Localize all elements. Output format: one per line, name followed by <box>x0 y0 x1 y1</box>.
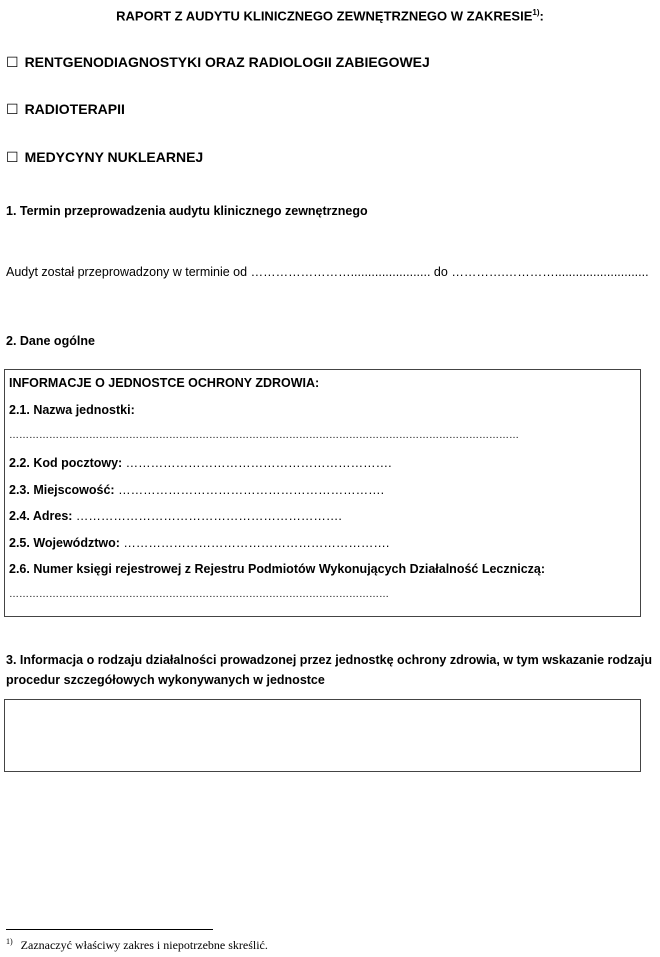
unit-name-field[interactable]: ……………………………………………………………………………………………………………………………………… <box>9 430 519 441</box>
checkbox-icon[interactable]: ☐ <box>6 54 19 70</box>
voivodeship-field[interactable]: ………………………………………………………. <box>119 536 390 550</box>
checkbox-icon[interactable]: ☐ <box>6 101 19 117</box>
activity-description-field[interactable] <box>4 699 641 772</box>
scope-label: MEDYCYNY NUKLEARNEJ <box>24 149 204 165</box>
footnote-divider <box>6 929 213 930</box>
section-2-heading: 2. Dane ogólne <box>6 334 95 348</box>
section-3-heading: 3. Informacja o rodzaju działalności prowadzonej przez jednostkę ochrony zdrowia, w tym wskazanie rodzaju procedur szczegółowych wykonywanych w jednostce <box>6 653 652 687</box>
scope-label: RADIOTERAPII <box>24 101 125 117</box>
scope-label: RENTGENODIAGNOSTYKI ORAZ RADIOLOGII ZABIEGOWEJ <box>24 54 430 70</box>
address-row: 2.4. Adres: ………………………………………………………. <box>9 509 342 523</box>
scope-option-nuclear-medicine[interactable] <box>6 149 203 166</box>
postal-code-row: 2.2. Kod pocztowy: ………………………………………………………. <box>9 456 392 470</box>
city-field[interactable]: ………………………………………………………. <box>114 483 385 497</box>
register-number-field[interactable]: …………………………………………………………………………………………………… <box>9 589 389 600</box>
scope-option-radiotherapy[interactable] <box>6 101 125 118</box>
section-1-heading: 1. Termin przeprowadzenia audytu klinicznego zewnętrznego <box>6 204 368 218</box>
footnote: $^{1)}$ Zaznaczyć właściwy zakres i niepotrzebne skreślić. <box>6 937 268 952</box>
register-number-label: 2.6. Numer księgi rejestrowej z Rejestru Podmiotów Wykonujących Działalność Leczniczą: <box>9 562 546 576</box>
voivodeship-row: 2.5. Województwo: ………………………………………………………. <box>9 536 390 550</box>
city-row: 2.3. Miejscowość: ………………………………………………………. <box>9 483 385 497</box>
scope-option-radiology[interactable] <box>6 54 430 71</box>
date-to-field[interactable]: ………….…………........................... <box>451 265 649 279</box>
postal-code-field[interactable]: ………………………………………………………. <box>122 456 392 470</box>
checkbox-icon[interactable]: ☐ <box>6 149 19 165</box>
report-title: RAPORT Z AUDYTU KLINICZNEGO ZEWNĘTRZNEGO W ZAKRESIE$^{1)}$: <box>116 8 544 24</box>
footnote-ref: 1) <box>532 8 540 17</box>
address-field[interactable]: ………………………………………………………. <box>72 509 342 523</box>
unit-name-label: 2.1. Nazwa jednostki: <box>9 403 135 417</box>
date-from-field[interactable]: ……………………....................... <box>250 265 431 279</box>
info-box-heading: INFORMACJE O JEDNOSTCE OCHRONY ZDROWIA: <box>9 376 320 390</box>
audit-date-line: Audyt został przeprowadzony w terminie od ……………………....................... do ………….…………........................... <box>6 265 649 279</box>
